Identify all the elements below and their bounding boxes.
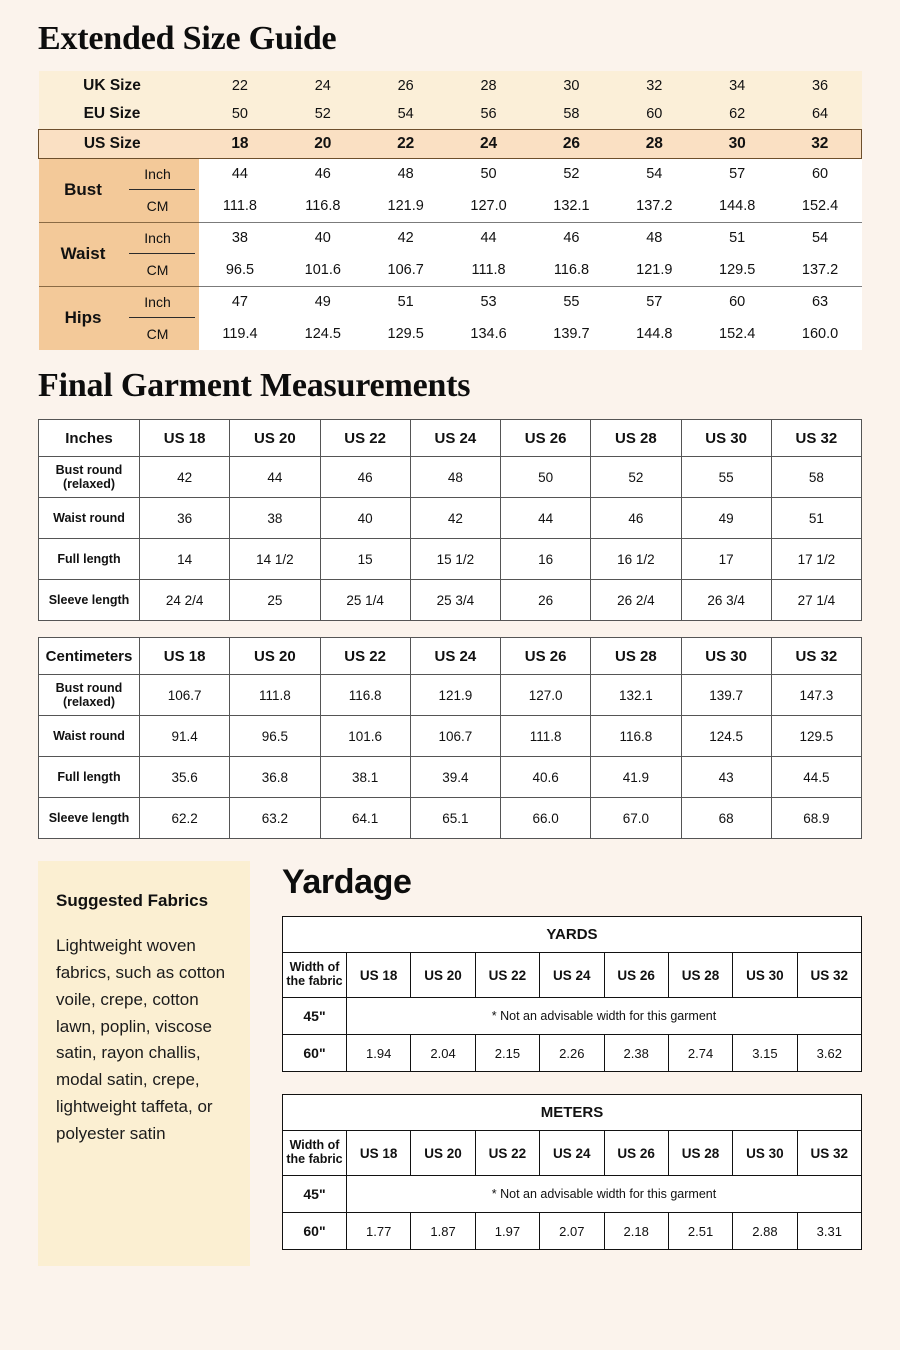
measurement-cell: 65.1 bbox=[410, 798, 500, 839]
measurement-cell: 17 bbox=[681, 539, 771, 580]
size-guide-cell: 144.8 bbox=[696, 190, 779, 222]
measurement-cell: 16 bbox=[501, 539, 591, 580]
measurement-cell: 111.8 bbox=[230, 675, 320, 716]
fabric-width-label: 60" bbox=[283, 1035, 347, 1072]
size-guide-row-label: EU Size bbox=[39, 100, 199, 129]
width-of-fabric-header: Width of the fabric bbox=[283, 953, 347, 998]
size-guide-cell: 26 bbox=[364, 71, 447, 100]
measurement-cell: 66.0 bbox=[501, 798, 591, 839]
not-advisable-note: * Not an advisable width for this garment bbox=[347, 998, 862, 1035]
measurement-cell: 16 1/2 bbox=[591, 539, 681, 580]
column-header: US 30 bbox=[681, 638, 771, 675]
measurement-cell: 106.7 bbox=[410, 716, 500, 757]
size-guide-cell: 50 bbox=[199, 100, 282, 129]
page-title-final-garment-measurements: Final Garment Measurements bbox=[38, 367, 471, 404]
yardage-cell: 2.88 bbox=[733, 1213, 797, 1250]
column-header: US 28 bbox=[668, 953, 732, 998]
column-header: US 32 bbox=[771, 638, 861, 675]
measurement-cell: 58 bbox=[771, 457, 861, 498]
size-guide-cell: 58 bbox=[530, 100, 613, 129]
measurement-cell: 132.1 bbox=[591, 675, 681, 716]
size-guide-cell: 30 bbox=[696, 129, 779, 158]
size-guide-cell: 121.9 bbox=[613, 254, 696, 286]
size-guide-cell: 28 bbox=[447, 71, 530, 100]
measurement-cell: 48 bbox=[410, 457, 500, 498]
size-guide-cell: 111.8 bbox=[447, 254, 530, 286]
size-guide-cell: 54 bbox=[779, 222, 862, 254]
unit-label-cm: CM bbox=[117, 254, 199, 286]
measurement-cell: 44 bbox=[230, 457, 320, 498]
column-header: US 30 bbox=[733, 1131, 797, 1176]
size-guide-cell: 34 bbox=[696, 71, 779, 100]
bottom-section bbox=[38, 861, 862, 1272]
not-advisable-note: * Not an advisable width for this garment bbox=[347, 1176, 862, 1213]
table-row bbox=[283, 1176, 862, 1213]
column-header: US 22 bbox=[320, 420, 410, 457]
unit-title: METERS bbox=[283, 1095, 862, 1131]
measurement-cell: 46 bbox=[320, 457, 410, 498]
measurement-name: Waist bbox=[39, 222, 117, 286]
size-guide-row-label: US Size bbox=[39, 129, 199, 158]
table-row bbox=[39, 580, 862, 621]
measurement-cell: 52 bbox=[591, 457, 681, 498]
column-header: US 26 bbox=[604, 953, 668, 998]
measurement-cell: 67.0 bbox=[591, 798, 681, 839]
measurement-cell: 127.0 bbox=[501, 675, 591, 716]
measurement-cell: 46 bbox=[591, 498, 681, 539]
yardage-cell: 1.94 bbox=[347, 1035, 411, 1072]
size-guide-cell: 52 bbox=[281, 100, 364, 129]
yardage-cell: 3.31 bbox=[797, 1213, 861, 1250]
measurement-cell: 25 3/4 bbox=[410, 580, 500, 621]
measurement-cell: 121.9 bbox=[410, 675, 500, 716]
unit-label-inch: Inch bbox=[117, 158, 199, 190]
size-guide-measurement-row bbox=[39, 158, 862, 190]
yardage-cell: 1.77 bbox=[347, 1213, 411, 1250]
size-guide-cell: 20 bbox=[281, 129, 364, 158]
size-guide-cell: 116.8 bbox=[281, 190, 364, 222]
suggested-fabrics-panel bbox=[38, 861, 250, 1266]
size-guide-cell: 121.9 bbox=[364, 190, 447, 222]
measurement-cell: 39.4 bbox=[410, 757, 500, 798]
size-guide-eu-row bbox=[39, 100, 862, 129]
measurement-cell: 51 bbox=[771, 498, 861, 539]
size-guide-measurement-row bbox=[39, 318, 862, 350]
size-guide-cell: 18 bbox=[199, 129, 282, 158]
measurement-cell: 64.1 bbox=[320, 798, 410, 839]
table-row bbox=[39, 798, 862, 839]
measurement-cell: 26 2/4 bbox=[591, 580, 681, 621]
table-row bbox=[283, 1035, 862, 1072]
size-guide-cell: 22 bbox=[199, 71, 282, 100]
yardage-cell: 2.74 bbox=[668, 1035, 732, 1072]
size-guide-cell: 60 bbox=[696, 286, 779, 318]
column-header: US 32 bbox=[797, 1131, 861, 1176]
measurement-cell: 25 bbox=[230, 580, 320, 621]
measurement-cell: 14 1/2 bbox=[230, 539, 320, 580]
size-guide-cell: 152.4 bbox=[696, 318, 779, 350]
size-guide-cell: 144.8 bbox=[613, 318, 696, 350]
fabric-width-label: 60" bbox=[283, 1213, 347, 1250]
unit-label-cm: CM bbox=[117, 318, 199, 350]
measurement-cell: 139.7 bbox=[681, 675, 771, 716]
size-guide-cell: 63 bbox=[779, 286, 862, 318]
page-title-extended-size-guide: Extended Size Guide bbox=[38, 20, 337, 57]
unit-label-inch: Inch bbox=[117, 286, 199, 318]
size-guide-measurement-row bbox=[39, 190, 862, 222]
column-header: US 20 bbox=[411, 1131, 475, 1176]
table-row bbox=[39, 757, 862, 798]
size-guide-cell: 22 bbox=[364, 129, 447, 158]
measurement-cell: 24 2/4 bbox=[140, 580, 230, 621]
column-header: US 24 bbox=[410, 420, 500, 457]
column-header: US 18 bbox=[347, 953, 411, 998]
column-header: US 28 bbox=[668, 1131, 732, 1176]
page-title-yardage: Yardage bbox=[282, 863, 412, 901]
size-guide-cell: 56 bbox=[447, 100, 530, 129]
table-row bbox=[39, 716, 862, 757]
table-row bbox=[39, 539, 862, 580]
measurement-cell: 43 bbox=[681, 757, 771, 798]
fabric-width-label: 45" bbox=[283, 1176, 347, 1213]
column-header: US 26 bbox=[501, 420, 591, 457]
column-header: US 28 bbox=[591, 638, 681, 675]
size-guide-cell: 24 bbox=[281, 71, 364, 100]
yardage-cell: 1.87 bbox=[411, 1213, 475, 1250]
size-guide-cell: 129.5 bbox=[696, 254, 779, 286]
size-guide-cell: 32 bbox=[779, 129, 862, 158]
column-header: US 32 bbox=[771, 420, 861, 457]
size-guide-cell: 137.2 bbox=[613, 190, 696, 222]
size-guide-cell: 46 bbox=[281, 158, 364, 190]
size-guide-measurement-row bbox=[39, 222, 862, 254]
measurement-cell: 25 1/4 bbox=[320, 580, 410, 621]
size-guide-cell: 53 bbox=[447, 286, 530, 318]
measurement-cell: 42 bbox=[140, 457, 230, 498]
measurement-cell: 26 bbox=[501, 580, 591, 621]
measurement-name: Hips bbox=[39, 286, 117, 350]
yardage-cell: 2.38 bbox=[604, 1035, 668, 1072]
size-guide-cell: 139.7 bbox=[530, 318, 613, 350]
size-guide-cell: 160.0 bbox=[779, 318, 862, 350]
measurement-cell: 41.9 bbox=[591, 757, 681, 798]
size-guide-cell: 134.6 bbox=[447, 318, 530, 350]
size-guide-cell: 111.8 bbox=[199, 190, 282, 222]
measurement-cell: 124.5 bbox=[681, 716, 771, 757]
unit-label-inch: Inch bbox=[117, 222, 199, 254]
measurement-cell: 68 bbox=[681, 798, 771, 839]
garment-centimeters-header-row bbox=[39, 638, 862, 675]
yardage-cell: 2.15 bbox=[475, 1035, 539, 1072]
column-header: US 26 bbox=[501, 638, 591, 675]
size-guide-cell: 48 bbox=[613, 222, 696, 254]
size-guide-cell: 116.8 bbox=[530, 254, 613, 286]
column-header: US 30 bbox=[681, 420, 771, 457]
size-guide-cell: 124.5 bbox=[281, 318, 364, 350]
size-guide-cell: 30 bbox=[530, 71, 613, 100]
table-row bbox=[283, 998, 862, 1035]
column-header: US 30 bbox=[733, 953, 797, 998]
size-guide-cell: 49 bbox=[281, 286, 364, 318]
column-header: US 22 bbox=[475, 1131, 539, 1176]
size-guide-cell: 62 bbox=[696, 100, 779, 129]
column-header: US 32 bbox=[797, 953, 861, 998]
table-row bbox=[39, 457, 862, 498]
size-guide-cell: 46 bbox=[530, 222, 613, 254]
column-header: US 24 bbox=[410, 638, 500, 675]
measurement-cell: 15 1/2 bbox=[410, 539, 500, 580]
size-guide-cell: 51 bbox=[364, 286, 447, 318]
yardage-section bbox=[250, 861, 862, 1272]
suggested-fabrics-text: Lightweight woven fabrics, such as cotton voile, crepe, cotton lawn, poplin, viscose satin, rayon challis, modal satin, crepe, lightweight taffeta, or polyester satin bbox=[56, 936, 226, 1144]
suggested-fabrics-title: Suggested Fabrics bbox=[56, 891, 209, 910]
garment-inches-header-row bbox=[39, 420, 862, 457]
row-label: Bust round (relaxed) bbox=[39, 675, 140, 716]
yardage-cell: 2.18 bbox=[604, 1213, 668, 1250]
size-guide-cell: 38 bbox=[199, 222, 282, 254]
width-of-fabric-header: Width of the fabric bbox=[283, 1131, 347, 1176]
measurement-cell: 116.8 bbox=[591, 716, 681, 757]
yardage-cell: 2.07 bbox=[540, 1213, 604, 1250]
size-guide-cell: 26 bbox=[530, 129, 613, 158]
measurement-cell: 96.5 bbox=[230, 716, 320, 757]
size-guide-cell: 127.0 bbox=[447, 190, 530, 222]
size-guide-cell: 44 bbox=[199, 158, 282, 190]
size-guide-cell: 60 bbox=[779, 158, 862, 190]
garment-measurements-inches-table bbox=[38, 419, 862, 621]
table-row bbox=[39, 675, 862, 716]
size-guide-cell: 137.2 bbox=[779, 254, 862, 286]
row-label: Sleeve length bbox=[39, 798, 140, 839]
yardage-cell: 3.15 bbox=[733, 1035, 797, 1072]
size-guide-cell: 48 bbox=[364, 158, 447, 190]
size-guide-measurement-row bbox=[39, 286, 862, 318]
size-guide-measurement-row bbox=[39, 254, 862, 286]
size-guide-cell: 51 bbox=[696, 222, 779, 254]
row-label: Waist round bbox=[39, 716, 140, 757]
size-guide-cell: 64 bbox=[779, 100, 862, 129]
yardage-meters-table bbox=[282, 1094, 862, 1250]
size-guide-cell: 42 bbox=[364, 222, 447, 254]
size-guide-cell: 119.4 bbox=[199, 318, 282, 350]
column-header: US 24 bbox=[540, 953, 604, 998]
size-guide-cell: 57 bbox=[696, 158, 779, 190]
size-guide-cell: 129.5 bbox=[364, 318, 447, 350]
yardage-cell: 1.97 bbox=[475, 1213, 539, 1250]
row-label: Full length bbox=[39, 539, 140, 580]
measurement-cell: 35.6 bbox=[140, 757, 230, 798]
column-header: US 26 bbox=[604, 1131, 668, 1176]
size-guide-cell: 52 bbox=[530, 158, 613, 190]
measurement-cell: 15 bbox=[320, 539, 410, 580]
table-row bbox=[39, 498, 862, 539]
column-header: US 22 bbox=[320, 638, 410, 675]
yards-header-row bbox=[283, 953, 862, 998]
yardage-cell: 2.51 bbox=[668, 1213, 732, 1250]
fabric-width-label: 45" bbox=[283, 998, 347, 1035]
unit-header: Centimeters bbox=[39, 638, 140, 675]
measurement-cell: 91.4 bbox=[140, 716, 230, 757]
size-guide-cell: 44 bbox=[447, 222, 530, 254]
size-guide-cell: 47 bbox=[199, 286, 282, 318]
size-guide-cell: 54 bbox=[613, 158, 696, 190]
measurement-cell: 38 bbox=[230, 498, 320, 539]
size-guide-cell: 36 bbox=[779, 71, 862, 100]
yards-title-row bbox=[283, 917, 862, 953]
measurement-cell: 106.7 bbox=[140, 675, 230, 716]
column-header: US 28 bbox=[591, 420, 681, 457]
row-label: Waist round bbox=[39, 498, 140, 539]
yardage-yards-table bbox=[282, 916, 862, 1072]
size-guide-cell: 106.7 bbox=[364, 254, 447, 286]
size-guide-cell: 152.4 bbox=[779, 190, 862, 222]
unit-header: Inches bbox=[39, 420, 140, 457]
garment-measurements-centimeters-table bbox=[38, 637, 862, 839]
measurement-cell: 129.5 bbox=[771, 716, 861, 757]
size-guide-cell: 32 bbox=[613, 71, 696, 100]
extended-size-guide-table bbox=[38, 71, 862, 350]
row-label: Sleeve length bbox=[39, 580, 140, 621]
column-header: US 20 bbox=[230, 420, 320, 457]
measurement-cell: 36 bbox=[140, 498, 230, 539]
measurement-cell: 26 3/4 bbox=[681, 580, 771, 621]
measurement-cell: 101.6 bbox=[320, 716, 410, 757]
measurement-cell: 116.8 bbox=[320, 675, 410, 716]
yardage-cell: 3.62 bbox=[797, 1035, 861, 1072]
column-header: US 18 bbox=[140, 420, 230, 457]
size-guide-cell: 55 bbox=[530, 286, 613, 318]
table-row bbox=[283, 1213, 862, 1250]
measurement-cell: 36.8 bbox=[230, 757, 320, 798]
measurement-name: Bust bbox=[39, 158, 117, 222]
measurement-cell: 17 1/2 bbox=[771, 539, 861, 580]
meters-title-row bbox=[283, 1095, 862, 1131]
size-guide-cell: 28 bbox=[613, 129, 696, 158]
size-guide-uk-row bbox=[39, 71, 862, 100]
measurement-cell: 55 bbox=[681, 457, 771, 498]
size-guide-cell: 40 bbox=[281, 222, 364, 254]
measurement-cell: 147.3 bbox=[771, 675, 861, 716]
measurement-cell: 63.2 bbox=[230, 798, 320, 839]
measurement-cell: 40 bbox=[320, 498, 410, 539]
size-guide-us-row bbox=[39, 129, 862, 158]
size-guide-cell: 24 bbox=[447, 129, 530, 158]
size-guide-cell: 50 bbox=[447, 158, 530, 190]
measurement-cell: 68.9 bbox=[771, 798, 861, 839]
yardage-cell: 2.26 bbox=[540, 1035, 604, 1072]
measurement-cell: 44.5 bbox=[771, 757, 861, 798]
size-guide-cell: 96.5 bbox=[199, 254, 282, 286]
column-header: US 22 bbox=[475, 953, 539, 998]
measurement-cell: 44 bbox=[501, 498, 591, 539]
yardage-cell: 2.04 bbox=[411, 1035, 475, 1072]
row-label: Bust round (relaxed) bbox=[39, 457, 140, 498]
unit-label-cm: CM bbox=[117, 190, 199, 222]
column-header: US 18 bbox=[347, 1131, 411, 1176]
meters-header-row bbox=[283, 1131, 862, 1176]
measurement-cell: 38.1 bbox=[320, 757, 410, 798]
row-label: Full length bbox=[39, 757, 140, 798]
size-guide-cell: 57 bbox=[613, 286, 696, 318]
measurement-cell: 50 bbox=[501, 457, 591, 498]
measurement-cell: 14 bbox=[140, 539, 230, 580]
column-header: US 18 bbox=[140, 638, 230, 675]
size-guide-cell: 132.1 bbox=[530, 190, 613, 222]
measurement-cell: 42 bbox=[410, 498, 500, 539]
measurement-cell: 40.6 bbox=[501, 757, 591, 798]
measurement-cell: 62.2 bbox=[140, 798, 230, 839]
column-header: US 20 bbox=[230, 638, 320, 675]
measurement-cell: 49 bbox=[681, 498, 771, 539]
unit-title: YARDS bbox=[283, 917, 862, 953]
column-header: US 20 bbox=[411, 953, 475, 998]
size-guide-cell: 54 bbox=[364, 100, 447, 129]
measurement-cell: 111.8 bbox=[501, 716, 591, 757]
size-guide-cell: 101.6 bbox=[281, 254, 364, 286]
measurement-cell: 27 1/4 bbox=[771, 580, 861, 621]
size-guide-cell: 60 bbox=[613, 100, 696, 129]
size-guide-row-label: UK Size bbox=[39, 71, 199, 100]
column-header: US 24 bbox=[540, 1131, 604, 1176]
